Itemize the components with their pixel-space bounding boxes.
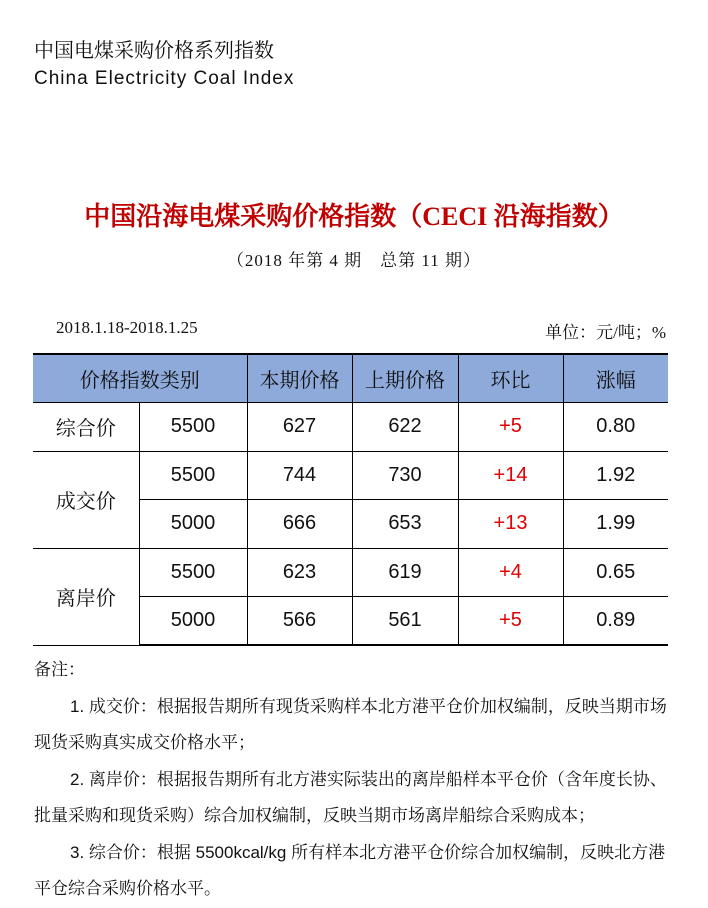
previous-cell: 730 bbox=[352, 451, 458, 500]
header-current: 本期价格 bbox=[247, 354, 352, 403]
group-label: 成交价 bbox=[33, 451, 139, 548]
header-pct: 涨幅 bbox=[563, 354, 668, 403]
table-row bbox=[33, 451, 668, 500]
series-title-en: China Electricity Coal Index bbox=[34, 68, 295, 89]
pct-cell: 1.92 bbox=[563, 451, 668, 500]
table-header-row bbox=[33, 354, 668, 403]
note-item: 3. 综合价：根据 5500kcal/kg 所有样本北方港平仓价综合加权编制，反映北方港平仓综合采购价格水平。 bbox=[34, 842, 666, 898]
price-index-table bbox=[33, 353, 668, 646]
spec-cell: 5500 bbox=[139, 451, 247, 500]
table-row bbox=[33, 548, 668, 597]
header-previous: 上期价格 bbox=[352, 354, 458, 403]
period: 2018.1.18-2018.1.25 bbox=[56, 318, 198, 337]
previous-cell: 619 bbox=[352, 548, 458, 597]
report-title: 中国沿海电煤采购价格指数（CECI 沿海指数） bbox=[84, 202, 624, 231]
series-title-cn: 中国电煤采购价格系列指数 bbox=[34, 40, 274, 62]
notes bbox=[34, 652, 674, 908]
current-cell: 623 bbox=[247, 548, 352, 597]
current-cell: 566 bbox=[247, 597, 352, 646]
previous-cell: 561 bbox=[352, 597, 458, 646]
spec-cell: 5000 bbox=[139, 597, 247, 646]
spec-cell: 5500 bbox=[139, 403, 247, 452]
previous-cell: 622 bbox=[352, 403, 458, 452]
header-change: 环比 bbox=[458, 354, 563, 403]
spec-cell: 5500 bbox=[139, 548, 247, 597]
unit: 单位：元/吨；% bbox=[545, 323, 666, 342]
note-item: 1. 成交价：根据报告期所有现货采购样本北方港平仓价加权编制，反映当期市场现货采购真实成交价格水平； bbox=[34, 696, 667, 752]
note-item: 2. 离岸价：根据报告期所有北方港实际装出的离岸船样本平仓价（含年度长协、批量采购和现货采购）综合加权编制，反映当期市场离岸船综合采购成本； bbox=[34, 769, 667, 825]
pct-cell: 0.89 bbox=[563, 597, 668, 646]
change-cell: +14 bbox=[458, 451, 563, 500]
pct-cell: 0.65 bbox=[563, 548, 668, 597]
spec-cell: 5000 bbox=[139, 500, 247, 549]
change-cell: +4 bbox=[458, 548, 563, 597]
change-cell: +5 bbox=[458, 597, 563, 646]
pct-cell: 1.99 bbox=[563, 500, 668, 549]
table-row bbox=[33, 403, 668, 452]
previous-cell: 653 bbox=[352, 500, 458, 549]
header-category: 价格指数类别 bbox=[33, 354, 247, 403]
change-cell: +13 bbox=[458, 500, 563, 549]
group-label: 离岸价 bbox=[33, 548, 139, 645]
issue-number: （2018 年第 4 期 总第 11 期） bbox=[226, 251, 482, 270]
current-cell: 666 bbox=[247, 500, 352, 549]
change-cell: +5 bbox=[458, 403, 563, 452]
current-cell: 744 bbox=[247, 451, 352, 500]
notes-label: 备注： bbox=[34, 660, 85, 679]
current-cell: 627 bbox=[247, 403, 352, 452]
pct-cell: 0.80 bbox=[563, 403, 668, 452]
group-label: 综合价 bbox=[33, 403, 139, 452]
